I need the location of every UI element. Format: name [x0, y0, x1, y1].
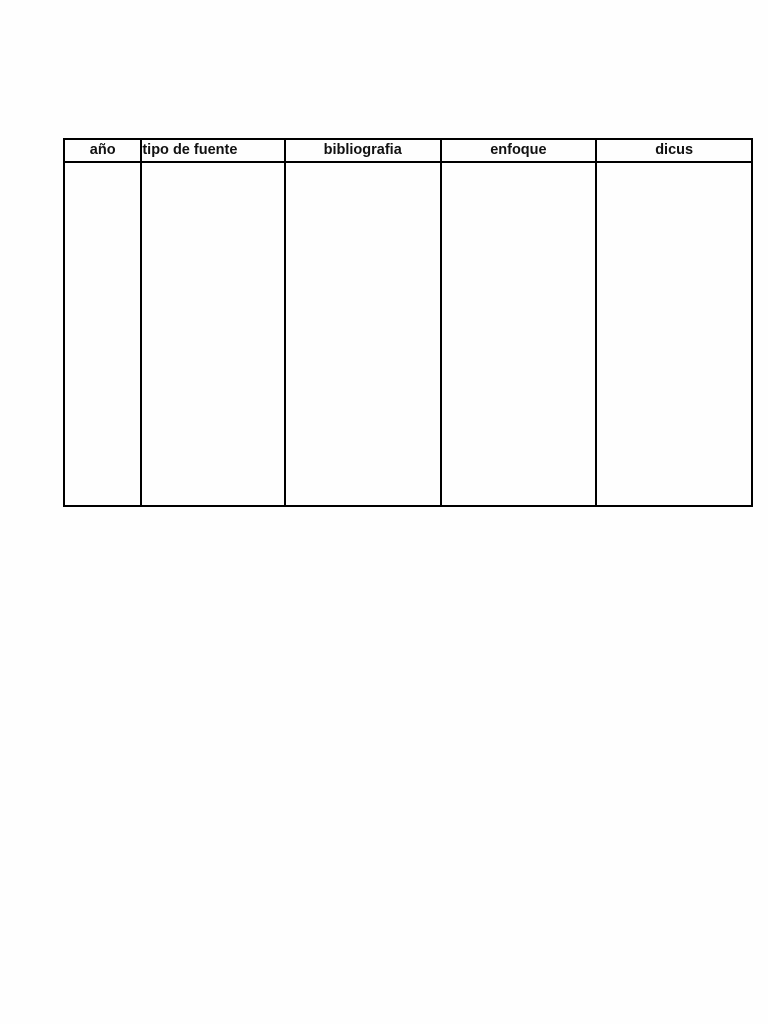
header-tipo-de-fuente: tipo de fuente [141, 139, 285, 162]
header-enfoque: enfoque [441, 139, 597, 162]
cell-enfoque [441, 162, 597, 506]
cell-bibliografia [285, 162, 441, 506]
header-ano: año [64, 139, 141, 162]
literature-review-table [63, 138, 753, 507]
table-header-row [64, 139, 752, 162]
table-row [64, 162, 752, 506]
table-viewport [63, 138, 694, 512]
cell-discusion [596, 162, 752, 506]
header-bibliografia: bibliografia [285, 139, 441, 162]
header-discusion: dicus [596, 139, 752, 162]
cell-ano [64, 162, 141, 506]
cell-tipo-de-fuente [141, 162, 285, 506]
